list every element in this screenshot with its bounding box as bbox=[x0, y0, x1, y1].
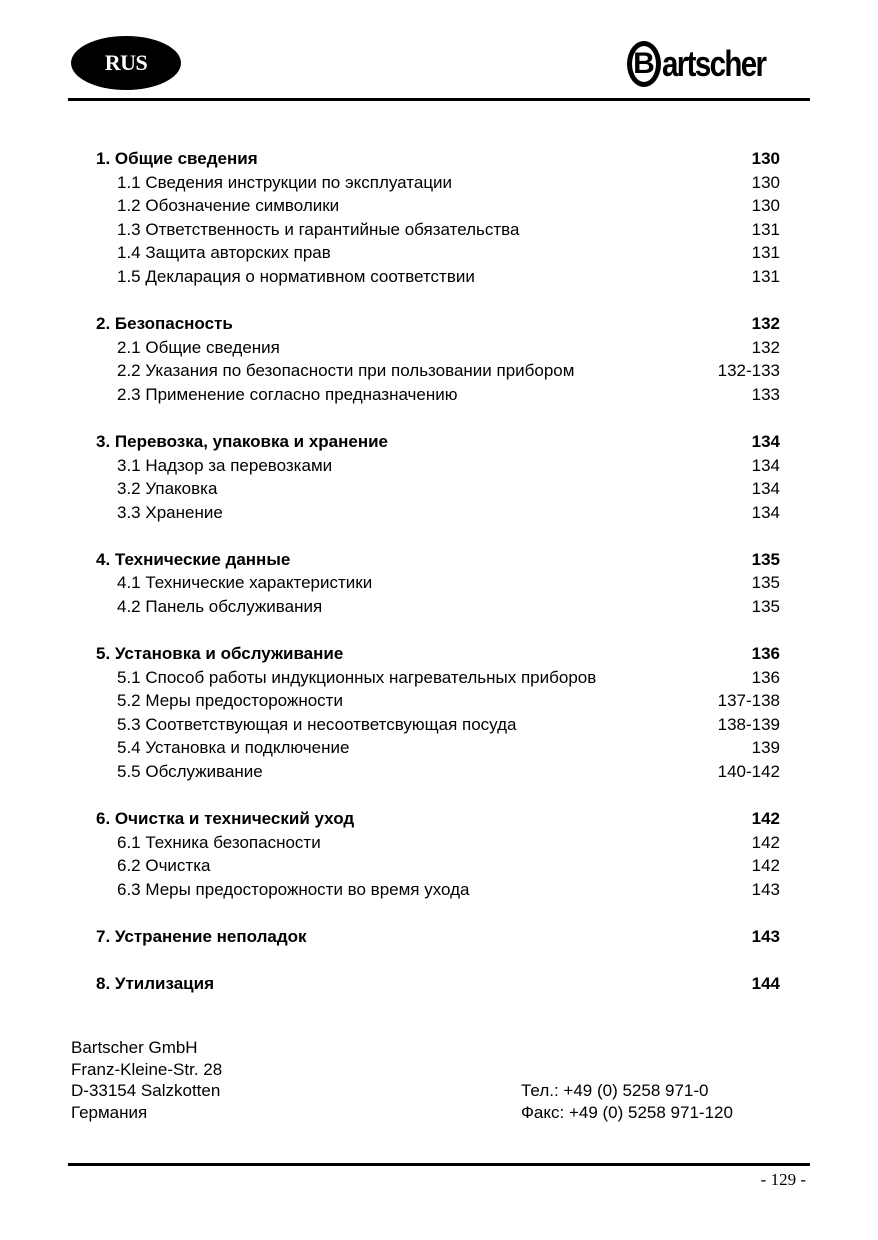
toc-subsection-row bbox=[96, 336, 780, 360]
toc-subsection-row bbox=[96, 171, 780, 195]
toc-subsection-row bbox=[96, 666, 780, 690]
toc-section bbox=[96, 972, 780, 996]
toc-subsection-page: 134 bbox=[751, 479, 780, 499]
toc-subsection-page: 131 bbox=[751, 219, 780, 239]
toc-subsection-row bbox=[96, 878, 780, 902]
toc-subsection-row bbox=[96, 194, 780, 218]
toc-subsection-title: 6.2 Очистка bbox=[117, 856, 211, 876]
company-address bbox=[71, 1037, 222, 1123]
toc-subsection-page: 143 bbox=[751, 879, 780, 899]
toc-subsection-title: 5.1 Способ работы индукционных нагревательных приборов bbox=[117, 667, 597, 687]
toc-subsection-page: 134 bbox=[751, 502, 780, 522]
toc-chapter-row bbox=[96, 925, 780, 949]
toc-chapter-row bbox=[96, 972, 780, 996]
company-street: Franz-Kleine-Str. 28 bbox=[71, 1059, 223, 1079]
company-city: D-33154 Salzkotten bbox=[71, 1081, 221, 1100]
toc-chapter-page: 142 bbox=[751, 809, 780, 829]
brand-logo bbox=[627, 38, 802, 90]
brand-logo-initial: B bbox=[627, 41, 661, 87]
toc-subsection-row bbox=[96, 571, 780, 595]
toc-section bbox=[96, 147, 780, 289]
page-number: - 129 - bbox=[760, 1170, 806, 1189]
fax-number: Факс: +49 (0) 5258 971-120 bbox=[521, 1102, 733, 1122]
toc-subsection-row bbox=[96, 760, 780, 784]
language-badge: RUS bbox=[71, 36, 181, 90]
toc-chapter-page: 143 bbox=[751, 927, 780, 947]
toc-chapter-row bbox=[96, 642, 780, 666]
toc-subsection-row bbox=[96, 595, 780, 619]
toc-chapter-row bbox=[96, 807, 780, 831]
toc-subsection-row bbox=[96, 736, 780, 760]
toc-chapter-row bbox=[96, 548, 780, 572]
toc-section bbox=[96, 312, 780, 406]
toc-subsection-title: 3.1 Надзор за перевозками bbox=[117, 455, 333, 475]
toc-subsection-title: 1.4 Защита авторских прав bbox=[117, 243, 331, 263]
toc-subsection-page: 130 bbox=[751, 172, 780, 192]
toc-chapter-page: 135 bbox=[751, 549, 780, 569]
toc-chapter-page: 136 bbox=[751, 644, 780, 664]
toc-subsection-page: 136 bbox=[751, 667, 780, 687]
toc-chapter-page: 132 bbox=[751, 314, 780, 334]
toc-subsection-page: 135 bbox=[751, 573, 780, 593]
toc-subsection-row bbox=[96, 831, 780, 855]
toc-subsection-row bbox=[96, 454, 780, 478]
toc-chapter-title: 3. Перевозка, упаковка и хранение bbox=[96, 431, 389, 451]
toc-chapter-row bbox=[96, 430, 780, 454]
table-of-contents bbox=[96, 147, 780, 1019]
toc-subsection-title: 1.5 Декларация о нормативном соответствии bbox=[117, 266, 475, 286]
toc-section bbox=[96, 807, 780, 901]
toc-subsection-page: 135 bbox=[751, 597, 780, 616]
toc-subsection-page: 131 bbox=[751, 266, 780, 286]
header-divider bbox=[68, 98, 810, 101]
toc-subsection-row bbox=[96, 265, 780, 289]
toc-chapter-title: 4. Технические данные bbox=[96, 549, 291, 569]
toc-subsection-page: 132 bbox=[751, 337, 780, 357]
toc-subsection-title: 3.2 Упаковка bbox=[117, 479, 218, 499]
toc-chapter-title: 5. Установка и обслуживание bbox=[96, 644, 344, 664]
toc-section bbox=[96, 548, 780, 619]
toc-subsection-title: 4.2 Панель обслуживания bbox=[117, 597, 323, 616]
toc-section bbox=[96, 430, 780, 524]
toc-chapter-row bbox=[96, 147, 780, 171]
toc-chapter-page: 144 bbox=[751, 974, 780, 994]
brand-logo-text: artscher bbox=[662, 43, 766, 84]
toc-chapter-row bbox=[96, 312, 780, 336]
toc-subsection-page: 134 bbox=[751, 455, 780, 475]
toc-subsection-row bbox=[96, 689, 780, 713]
toc-subsection-title: 1.3 Ответственность и гарантийные обязательства bbox=[117, 219, 520, 239]
toc-subsection-title: 5.4 Установка и подключение bbox=[117, 738, 350, 758]
toc-subsection-page: 138-139 bbox=[717, 714, 780, 734]
toc-subsection-title: 5.3 Соответствующая и несоответсвующая посуда bbox=[117, 714, 517, 734]
toc-subsection-title: 5.5 Обслуживание bbox=[117, 762, 263, 782]
toc-subsection-page: 131 bbox=[751, 243, 780, 263]
toc-subsection-page: 142 bbox=[751, 832, 780, 852]
toc-subsection-page: 139 bbox=[751, 738, 780, 758]
toc-subsection-row bbox=[96, 359, 780, 383]
toc-subsection-title: 1.1 Сведения инструкции по эксплуатации bbox=[117, 172, 453, 192]
toc-subsection-title: 6.3 Меры предосторожности во время ухода bbox=[117, 879, 470, 899]
toc-subsection-page: 140-142 bbox=[717, 762, 780, 782]
toc-subsection-title: 6.1 Техника безопасности bbox=[117, 832, 321, 852]
toc-subsection-page: 142 bbox=[751, 856, 780, 876]
toc-chapter-page: 134 bbox=[751, 431, 780, 451]
toc-chapter-title: 2. Безопасность bbox=[96, 314, 233, 334]
company-country: Германия bbox=[71, 1102, 148, 1122]
toc-subsection-title: 5.2 Меры предосторожности bbox=[117, 691, 343, 711]
toc-subsection-page: 137-138 bbox=[717, 691, 780, 711]
company-name: Bartscher GmbH bbox=[71, 1038, 198, 1057]
toc-subsection-row bbox=[96, 383, 780, 407]
toc-chapter-title: 6. Очистка и технический уход bbox=[96, 809, 355, 829]
toc-subsection-page: 132-133 bbox=[717, 361, 780, 381]
toc-subsection-row bbox=[96, 241, 780, 265]
toc-subsection-row bbox=[96, 501, 780, 525]
toc-subsection-title: 2.1 Общие сведения bbox=[117, 337, 280, 357]
toc-chapter-title: 8. Утилизация bbox=[96, 974, 215, 994]
toc-subsection-row bbox=[96, 477, 780, 501]
toc-subsection-title: 4.1 Технические характеристики bbox=[117, 573, 373, 593]
toc-chapter-page: 130 bbox=[751, 149, 780, 168]
phone-number: Тел.: +49 (0) 5258 971-0 bbox=[521, 1081, 709, 1100]
toc-section bbox=[96, 642, 780, 784]
footer-divider bbox=[68, 1163, 810, 1166]
toc-chapter-title: 7. Устранение неполадок bbox=[96, 927, 307, 947]
toc-subsection-title: 2.3 Применение согласно предназначению bbox=[117, 384, 458, 404]
toc-subsection-page: 133 bbox=[751, 384, 780, 404]
toc-subsection-row bbox=[96, 713, 780, 737]
toc-subsection-title: 2.2 Указания по безопасности при пользовании прибором bbox=[117, 361, 575, 381]
toc-subsection-row bbox=[96, 854, 780, 878]
toc-chapter-title: 1. Общие сведения bbox=[96, 149, 258, 168]
toc-subsection-title: 1.2 Обозначение символики bbox=[117, 196, 340, 216]
company-contact bbox=[521, 1080, 733, 1123]
toc-section bbox=[96, 925, 780, 949]
toc-subsection-row bbox=[96, 218, 780, 242]
toc-subsection-page: 130 bbox=[751, 196, 780, 216]
toc-subsection-title: 3.3 Хранение bbox=[117, 502, 223, 522]
